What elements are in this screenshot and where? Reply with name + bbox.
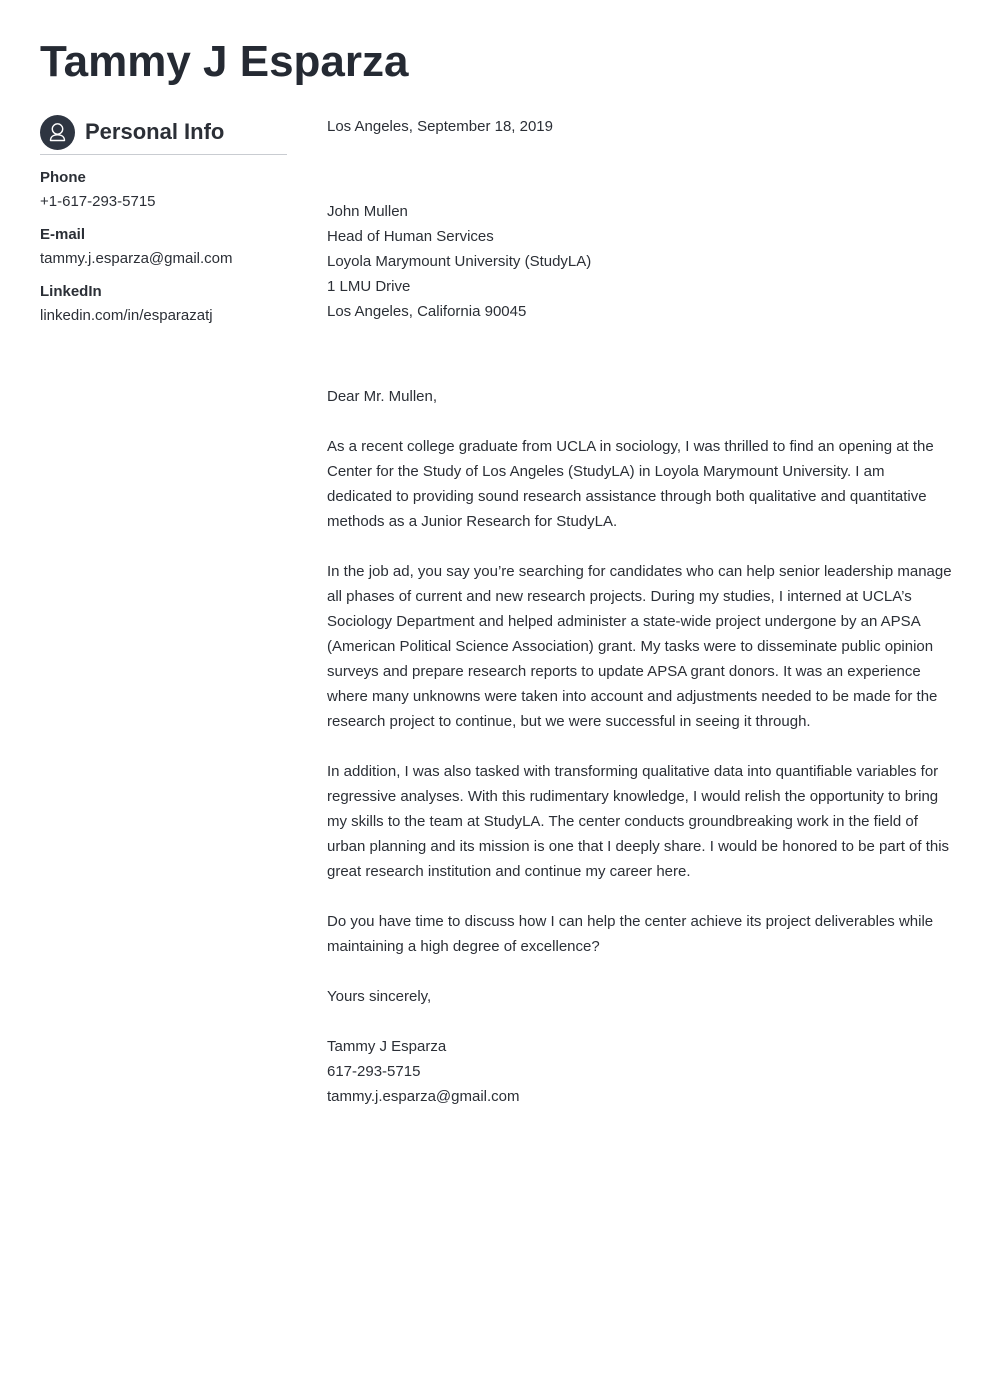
page-title: Tammy J Esparza	[40, 37, 409, 86]
phone-value: +1-617-293-5715	[40, 193, 156, 210]
paragraph: In addition, I was also tasked with transforming qualitative data into quantifiable variables for regressive analyses. With this rudimentary knowledge, I would relish the opportunity to bring my skills to the team at StudyLA. The center conducts groundbreaking work in the field of urban planning and its mission is one that I deeply share. I would be honored to be part of this great research institution and continue my career here.	[327, 763, 950, 880]
paragraph: As a recent college graduate from UCLA in sociology, I was thrilled to find an opening at the Center for the Study of Los Angeles (StudyLA) in Loyola Marymount University. I am dedicated to providing sound research assistance through both qualitative and quantitative methods as a Junior Research for StudyLA.	[327, 438, 934, 530]
recipient-name: John Mullen	[327, 203, 408, 220]
user-icon	[40, 115, 75, 150]
signature-name: Tammy J Esparza	[327, 1038, 447, 1055]
sidebar	[40, 114, 287, 326]
recipient-organization: Loyola Marymount University (StudyLA)	[327, 253, 592, 270]
recipient-city: Los Angeles, California 90045	[327, 303, 527, 320]
letter-date: Los Angeles, September 18, 2019	[327, 118, 553, 135]
linkedin-block	[40, 283, 287, 326]
section-title: Personal Info	[85, 119, 225, 144]
salutation: Dear Mr. Mullen,	[327, 388, 438, 405]
linkedin-value: linkedin.com/in/esparazatj	[40, 307, 213, 324]
recipient-block	[327, 199, 952, 324]
phone-label: Phone	[40, 169, 86, 186]
signature-phone: 617-293-5715	[327, 1063, 421, 1080]
phone-block	[40, 169, 287, 212]
paragraph: Do you have time to discuss how I can help the center achieve its project deliverables while maintaining a high degree of excellence?	[327, 913, 934, 955]
paragraph: In the job ad, you say you’re searching for candidates who can help senior leadership manage all phases of current and new research projects. During my studies, I interned at UCLA’s Sociology Department and helped administer a state-wide project undergone by an APSA (American Political Science Association) grant. My tasks were to disseminate public opinion surveys and prepare research reports to update APSA grant donors. It was an experience where many unknowns were taken into account and adjustments needed to be made for the research project to continue, but we were successful in seeing it through.	[327, 563, 952, 730]
recipient-title: Head of Human Services	[327, 228, 494, 245]
letter-body	[327, 114, 952, 1109]
recipient-street: 1 LMU Drive	[327, 278, 411, 295]
linkedin-label: LinkedIn	[40, 283, 102, 300]
signature-email: tammy.j.esparza@gmail.com	[327, 1088, 520, 1105]
personal-info-header	[40, 114, 287, 155]
email-block	[40, 226, 287, 269]
email-value: tammy.j.esparza@gmail.com	[40, 250, 233, 267]
email-label: E-mail	[40, 226, 86, 243]
signature-block	[327, 1034, 952, 1109]
closing: Yours sincerely,	[327, 988, 432, 1005]
